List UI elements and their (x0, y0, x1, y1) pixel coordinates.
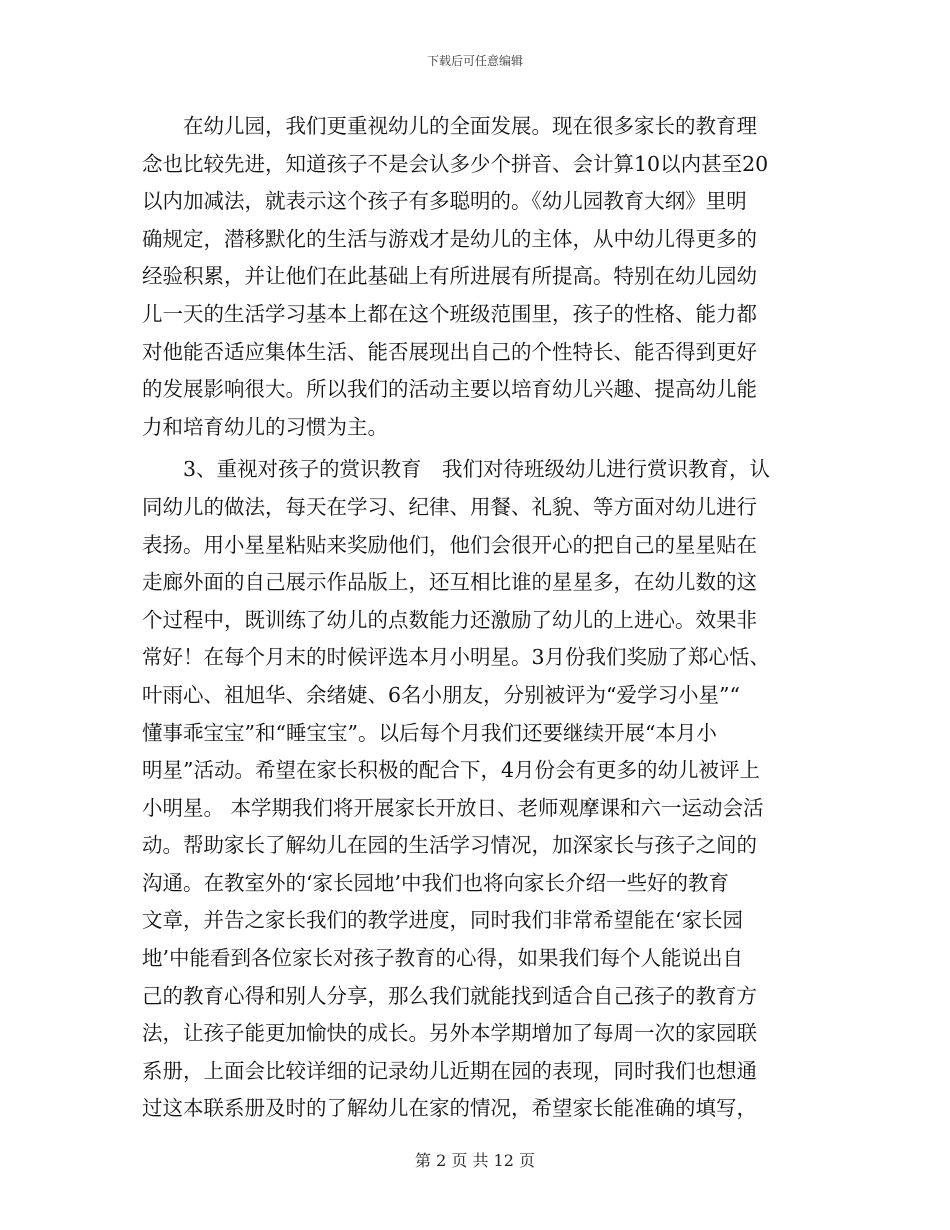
text-line: 懂事乖宝宝”和“睡宝宝”。以后每个月我们还要继续开展“本月小 (142, 720, 717, 745)
text-line: 的发展影响很大。所以我们的活动主要以培育幼儿兴趣、提高幼儿能 (142, 377, 757, 402)
page-number-footer: 第 2 页 共 12 页 (415, 1151, 535, 1170)
text-line: 在幼儿园，我们更重视幼儿的全面发展。现在很多家长的教育理 (142, 114, 757, 138)
text-line: 表扬。用小星星粘贴来奖励他们，他们会很开心的把自己的星星贴在 (142, 532, 757, 557)
paragraph (142, 108, 806, 446)
page-header: 下载后可任意编辑 (426, 54, 523, 68)
text-line: 个过程中，既训练了幼儿的点数能力还激励了幼儿的上进心。效果非 (142, 607, 757, 632)
text-line: 叶雨心、祖旭华、余绪婕、6名小朋友，分别被评为“爱学习小星”“ (142, 682, 740, 707)
text-line: 过这本联系册及时的了解幼儿在家的情况，希望家长能准确的填写， (142, 1096, 757, 1121)
text-line: 沟通。在教室外的‘家长园地’中我们也将向家长介绍一些好的教育 (142, 870, 730, 895)
text-line: 以内加减法，就表示这个孩子有多聪明的。《幼儿园教育大纲》里明 (142, 189, 747, 214)
text-line: 地’中能看到各位家长对孩子教育的心得，如果我们每个人能说出自 (142, 946, 744, 971)
text-line: 力和培育幼儿的习惯为主。 (142, 414, 388, 439)
text-line: 明星”活动。希望在家长积极的配合下，4月份会有更多的幼儿被评上 (142, 758, 761, 783)
text-line: 念也比较先进，知道孩子不是会认多少个拼音、会计算10以内甚至20 (142, 151, 769, 176)
text-line: 系册，上面会比较详细的记录幼儿近期在园的表现，同时我们也想通 (142, 1058, 757, 1083)
text-line: 3、重视对孩子的赏识教育 我们对待班级幼儿进行赏识教育，认 (142, 457, 771, 482)
text-line: 经验积累，并让他们在此基础上有所进展有所提高。特别在幼儿园幼 (142, 264, 757, 289)
text-line: 法，让孩子能更加愉快的成长。另外本学期增加了每周一次的家园联 (142, 1021, 757, 1046)
text-line: 常好！在每个月末的时候评选本月小明星。3月份我们奖励了郑心恬、 (142, 645, 771, 670)
text-line: 走廊外面的自己展示作品版上，还互相比谁的星星多，在幼儿数的这 (142, 570, 757, 595)
text-line: 同幼儿的做法，每天在学习、纪律、用餐、礼貌、等方面对幼儿进行 (142, 494, 757, 519)
text-line: 对他能否适应集体生活、能否展现出自己的个性特长、能否得到更好 (142, 339, 757, 364)
text-line: 儿一天的生活学习基本上都在这个班级范围里，孩子的性格、能力都 (142, 301, 757, 326)
text-line: 确规定，潜移默化的生活与游戏才是幼儿的主体，从中幼儿得更多的 (142, 226, 757, 251)
text-line: 己的教育心得和别人分享，那么我们就能找到适合自己孩子的教育方 (142, 983, 757, 1008)
document-body (142, 108, 806, 1128)
text-line: 动。帮助家长了解幼儿在园的生活学习情况，加深家长与孩子之间的 (142, 833, 757, 858)
paragraph (142, 451, 806, 1128)
text-line: 小明星。 本学期我们将开展家长开放日、老师观摩课和六一运动会活 (142, 795, 764, 820)
text-line: 文章，并告之家长我们的教学进度，同时我们非常希望能在‘家长园 (142, 908, 744, 933)
